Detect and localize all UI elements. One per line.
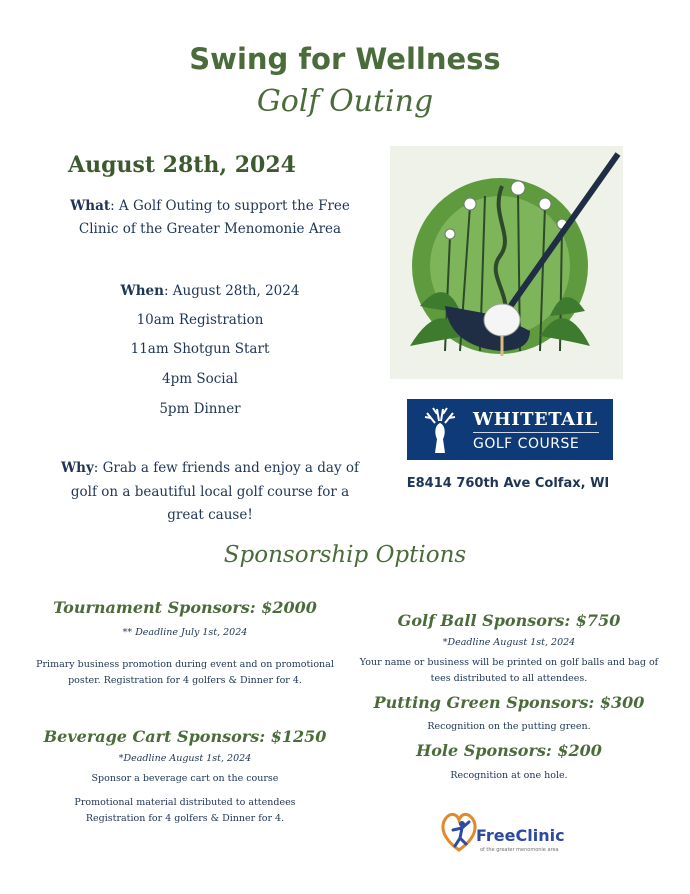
what-line-2: Clinic of the Greater Menomonie Area (78, 221, 342, 237)
why-line-1: Why: Grab a few friends and enjoy a day of (60, 460, 360, 476)
why-line-3: great cause! (167, 507, 253, 523)
tournament-desc-2: poster. Registration for 4 golfers & Dinner for 4. (68, 675, 302, 686)
schedule-dinner: 5pm Dinner (159, 401, 241, 417)
event-date-heading: August 28th, 2024 (68, 152, 296, 178)
schedule-registration: 10am Registration (136, 312, 264, 328)
golf-illustration (390, 146, 623, 379)
tournament-desc-1: Primary business promotion during event and on promotional (36, 659, 334, 670)
whitetail-subtitle: GOLF COURSE (473, 436, 580, 452)
schedule-shotgun: 11am Shotgun Start (130, 341, 270, 357)
schedule-social: 4pm Social (162, 371, 238, 387)
beverage-sponsor-title: Beverage Cart Sponsors: $1250 (43, 727, 327, 746)
heart-person-icon (438, 808, 480, 854)
venue-address: E8414 760th Ave Colfax, WI (406, 476, 610, 491)
golfball-deadline: *Deadline August 1st, 2024 (442, 637, 576, 648)
golfball-desc-1: Your name or business will be printed on golf balls and bag of (359, 657, 659, 668)
what-line-1: What: A Golf Outing to support the Free (70, 198, 350, 214)
freeclinic-wordmark: FreeClinic (476, 826, 565, 845)
putting-desc: Recognition on the putting green. (427, 721, 591, 732)
golfball-desc-2: tees distributed to all attendees. (430, 673, 588, 684)
hole-sponsor-title: Hole Sponsors: $200 (416, 741, 602, 760)
freeclinic-tagline: of the greater menomonie area (480, 847, 559, 853)
deer-icon (413, 403, 467, 455)
event-title: Swing for Wellness (189, 42, 501, 76)
tournament-deadline: ** Deadline July 1st, 2024 (122, 627, 248, 638)
beverage-desc-1: Sponsor a beverage cart on the course (91, 773, 279, 784)
whitetail-logo (407, 399, 613, 460)
whitetail-divider (473, 432, 599, 433)
beverage-desc-3: Registration for 4 golfers & Dinner for 4. (85, 813, 285, 824)
tournament-sponsor-title: Tournament Sponsors: $2000 (53, 598, 317, 617)
whitetail-wordmark: WHITETAIL (473, 409, 598, 430)
why-line-2: golf on a beautiful local golf course for a (70, 484, 350, 500)
beverage-deadline: *Deadline August 1st, 2024 (118, 753, 252, 764)
hole-desc: Recognition at one hole. (450, 770, 568, 781)
when-line: When: August 28th, 2024 (120, 283, 300, 299)
sponsorship-heading: Sponsorship Options (223, 542, 467, 568)
what-label: What (70, 198, 111, 214)
beverage-desc-2: Promotional material distributed to attendees (74, 797, 296, 808)
putting-sponsor-title: Putting Green Sponsors: $300 (373, 693, 645, 712)
why-label: Why (60, 460, 94, 476)
event-subtitle: Golf Outing (256, 84, 434, 119)
golfball-sponsor-title: Golf Ball Sponsors: $750 (397, 611, 621, 630)
when-label: When (120, 283, 164, 299)
